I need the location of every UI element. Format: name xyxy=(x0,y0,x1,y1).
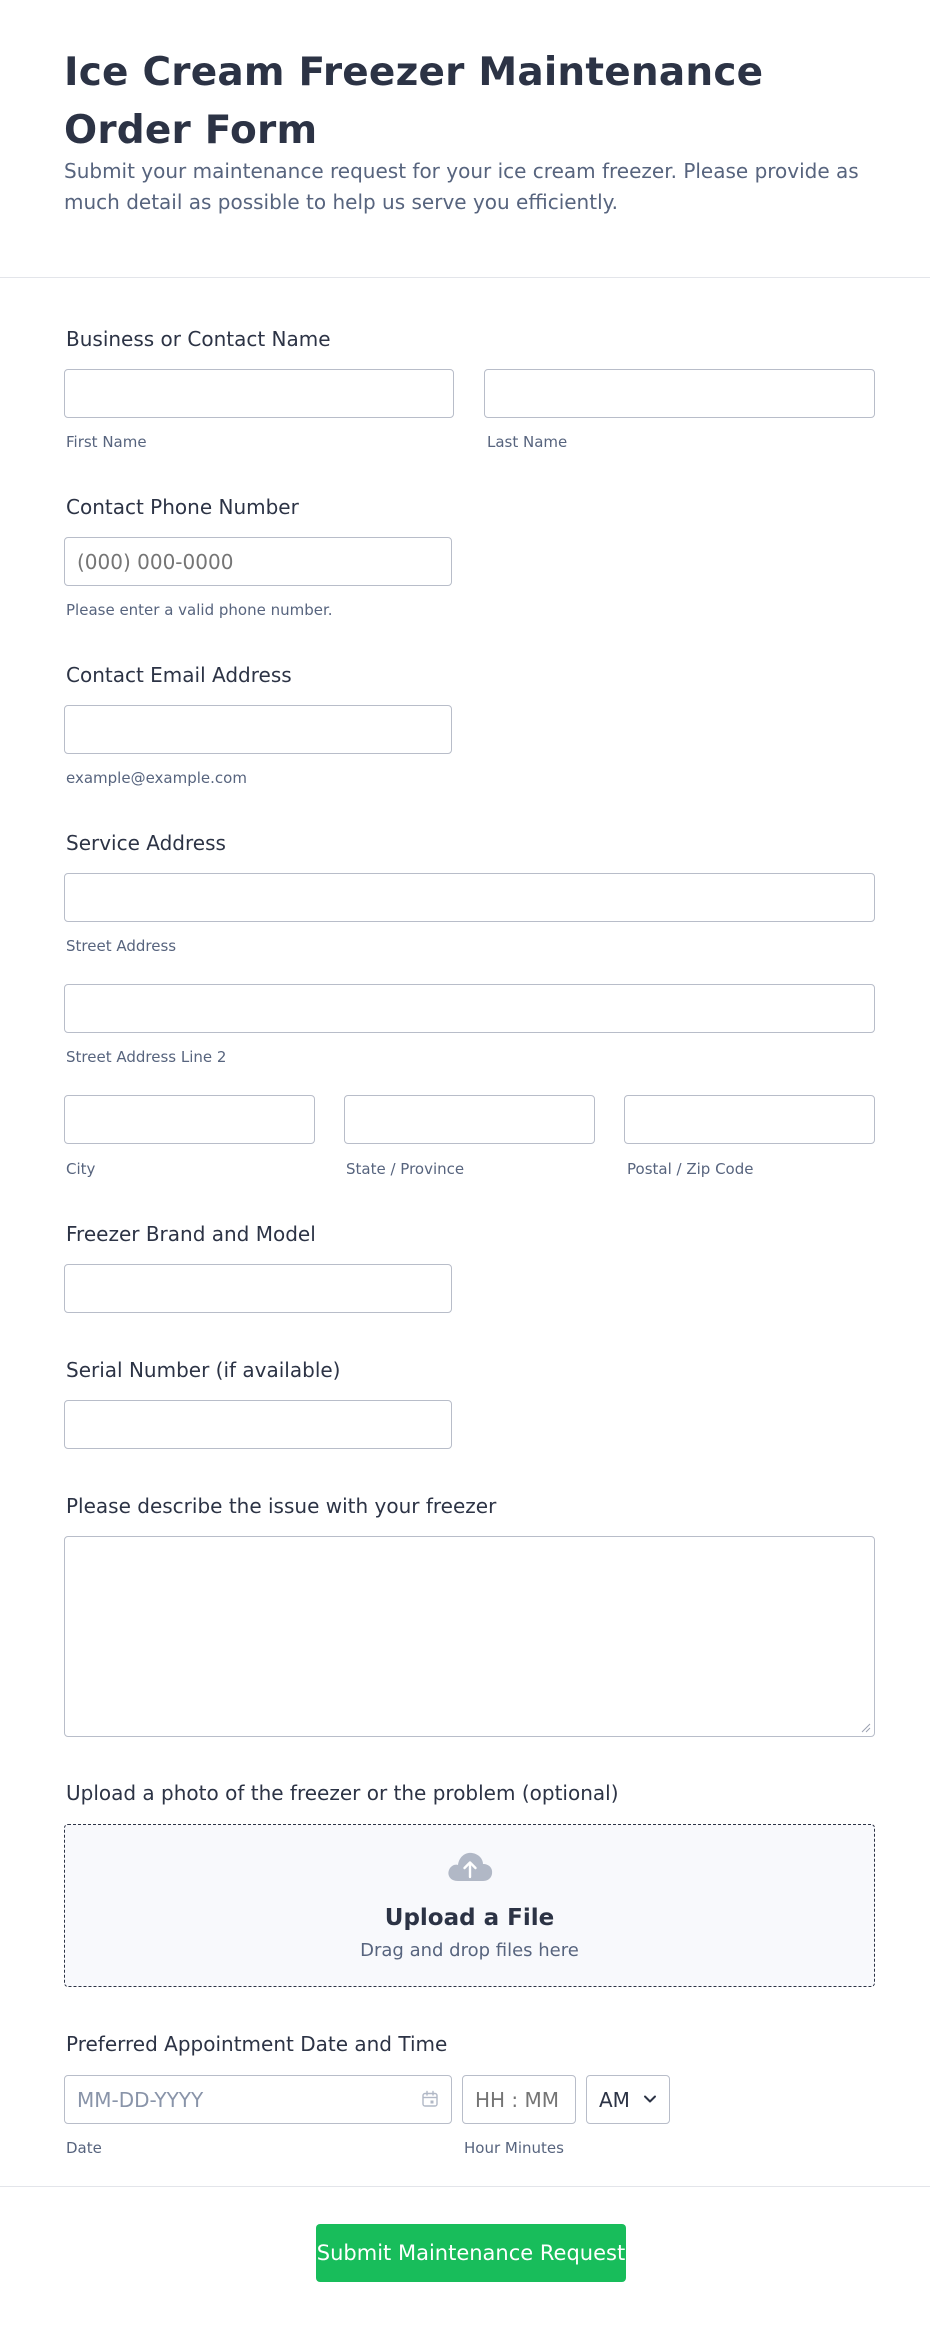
appointment-label: Preferred Appointment Date and Time xyxy=(66,2032,448,2056)
serial-label: Serial Number (if available) xyxy=(66,1358,341,1382)
issue-label: Please describe the issue with your freezer xyxy=(66,1494,497,1518)
file-upload-dropzone[interactable] xyxy=(64,1824,875,1987)
city-input[interactable] xyxy=(64,1095,315,1144)
date-sublabel: Date xyxy=(66,2139,102,2157)
first-name-input[interactable] xyxy=(64,369,454,418)
first-name-sublabel: First Name xyxy=(66,433,147,451)
time-sublabel: Hour Minutes xyxy=(464,2139,564,2157)
resize-grip-icon[interactable] xyxy=(861,1723,871,1733)
zip-sublabel: Postal / Zip Code xyxy=(627,1160,754,1178)
state-sublabel: State / Province xyxy=(346,1160,465,1178)
form-title: Ice Cream Freezer Maintenance Order Form xyxy=(64,50,764,153)
phone-sublabel: Please enter a valid phone number. xyxy=(66,601,333,619)
street-address-line2-sublabel: Street Address Line 2 xyxy=(66,1048,227,1066)
zip-input[interactable] xyxy=(624,1095,875,1144)
serial-number-input[interactable] xyxy=(64,1400,452,1449)
date-input[interactable] xyxy=(64,2075,452,2124)
ampm-select[interactable] xyxy=(586,2075,670,2124)
address-label: Service Address xyxy=(66,831,226,855)
calendar-icon[interactable] xyxy=(421,2090,439,2108)
chevron-down-icon xyxy=(643,2094,657,2104)
upload-label: Upload a photo of the freezer or the problem (optional) xyxy=(66,1781,619,1805)
upload-subtitle: Drag and drop files here xyxy=(360,1940,579,1961)
footer-divider xyxy=(0,2186,930,2187)
ampm-value: AM xyxy=(599,2087,630,2112)
issue-textarea[interactable] xyxy=(64,1536,875,1737)
phone-input[interactable] xyxy=(64,537,452,586)
form-header xyxy=(64,44,884,218)
city-sublabel: City xyxy=(66,1160,96,1178)
state-input[interactable] xyxy=(344,1095,595,1144)
last-name-sublabel: Last Name xyxy=(487,433,568,451)
street-address-input[interactable] xyxy=(64,873,875,922)
header-divider xyxy=(0,277,930,278)
date-placeholder: MM-DD-YYYY xyxy=(77,2087,204,2112)
cloud-upload-icon xyxy=(446,1849,494,1883)
email-label: Contact Email Address xyxy=(66,663,292,687)
form-subtitle: Submit your maintenance request for your ice cream freezer. Please provide as much detail as possible to help us serve you efficiently. xyxy=(64,159,859,214)
name-label: Business or Contact Name xyxy=(66,327,331,351)
brand-label: Freezer Brand and Model xyxy=(66,1222,316,1246)
street-address-line2-input[interactable] xyxy=(64,984,875,1033)
upload-title: Upload a File xyxy=(384,1905,555,1931)
street-address-sublabel: Street Address xyxy=(66,937,177,955)
phone-label: Contact Phone Number xyxy=(66,495,299,519)
submit-button[interactable]: Submit Maintenance Request xyxy=(316,2224,626,2282)
brand-model-input[interactable] xyxy=(64,1264,452,1313)
time-input[interactable] xyxy=(462,2075,576,2124)
last-name-input[interactable] xyxy=(484,369,875,418)
email-sublabel: example@example.com xyxy=(66,769,247,787)
email-input[interactable] xyxy=(64,705,452,754)
